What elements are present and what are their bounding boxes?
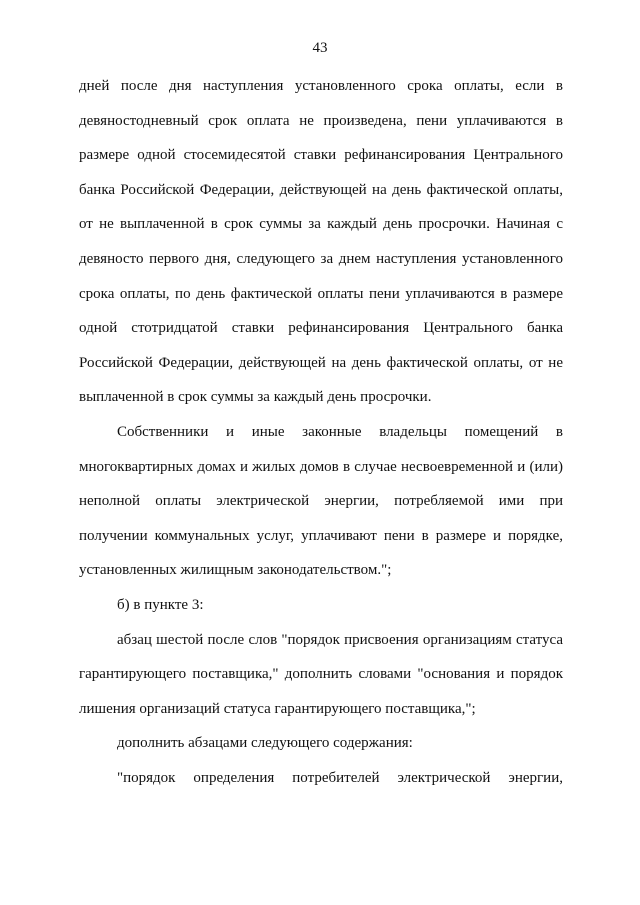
text-line: от не выплаченной в срок суммы за каждый день просрочки. Начиная с (79, 216, 563, 233)
text-line: б) в пункте 3: (117, 596, 204, 613)
text-line: банка Российской Федерации, действующей на день фактической оплаты, (79, 181, 563, 198)
text-line: девяносто первого дня, следующего за днем наступления установленного (79, 250, 563, 267)
text-line: дополнить абзацами следующего содержания: (117, 735, 413, 752)
text-line: абзац шестой после слов "порядок присвоения организациям статуса (117, 631, 563, 648)
text-line: Российской Федерации, действующей на день фактической оплаты, от не (79, 354, 563, 371)
text-line: дней после дня наступления установленного срока оплаты, если в (79, 78, 563, 94)
text-line: одной стотридцатой ставки рефинансирования Центрального банка (79, 320, 563, 337)
paragraph (79, 731, 563, 766)
text-line: лишения организаций статуса гарантирующего поставщика,"; (79, 700, 476, 717)
text-line: срока оплаты, по день фактической оплаты пени уплачиваются в размере (79, 285, 563, 302)
page-number: 43 (312, 40, 328, 56)
text-line: получении коммунальных услуг, уплачивают пени в размере и порядке, (79, 527, 563, 544)
paragraph (79, 628, 563, 732)
text-line: "порядок определения потребителей электрической энергии, (117, 769, 563, 786)
text-line: многоквартирных домах и жилых домов в случае несвоевременной и (или) (79, 458, 563, 475)
text-line: размере одной стосемидесятой ставки рефинансирования Центрального (79, 147, 563, 164)
document-body (79, 74, 563, 800)
paragraph (79, 420, 563, 593)
paragraph (79, 593, 563, 628)
text-line: выплаченной в срок суммы за каждый день просрочки. (79, 389, 432, 406)
text-line: неполной оплаты электрической энергии, потребляемой ими при (79, 493, 563, 510)
paragraph (79, 766, 563, 801)
text-line: Собственники и иные законные владельцы помещений в (117, 423, 563, 440)
paragraph (79, 74, 563, 420)
text-line: девяностодневный срок оплата не произведена, пени уплачиваются в (79, 112, 563, 129)
text-line: гарантирующего поставщика," дополнить словами "основания и порядок (79, 666, 563, 683)
text-line: установленных жилищным законодательством."; (79, 562, 392, 579)
